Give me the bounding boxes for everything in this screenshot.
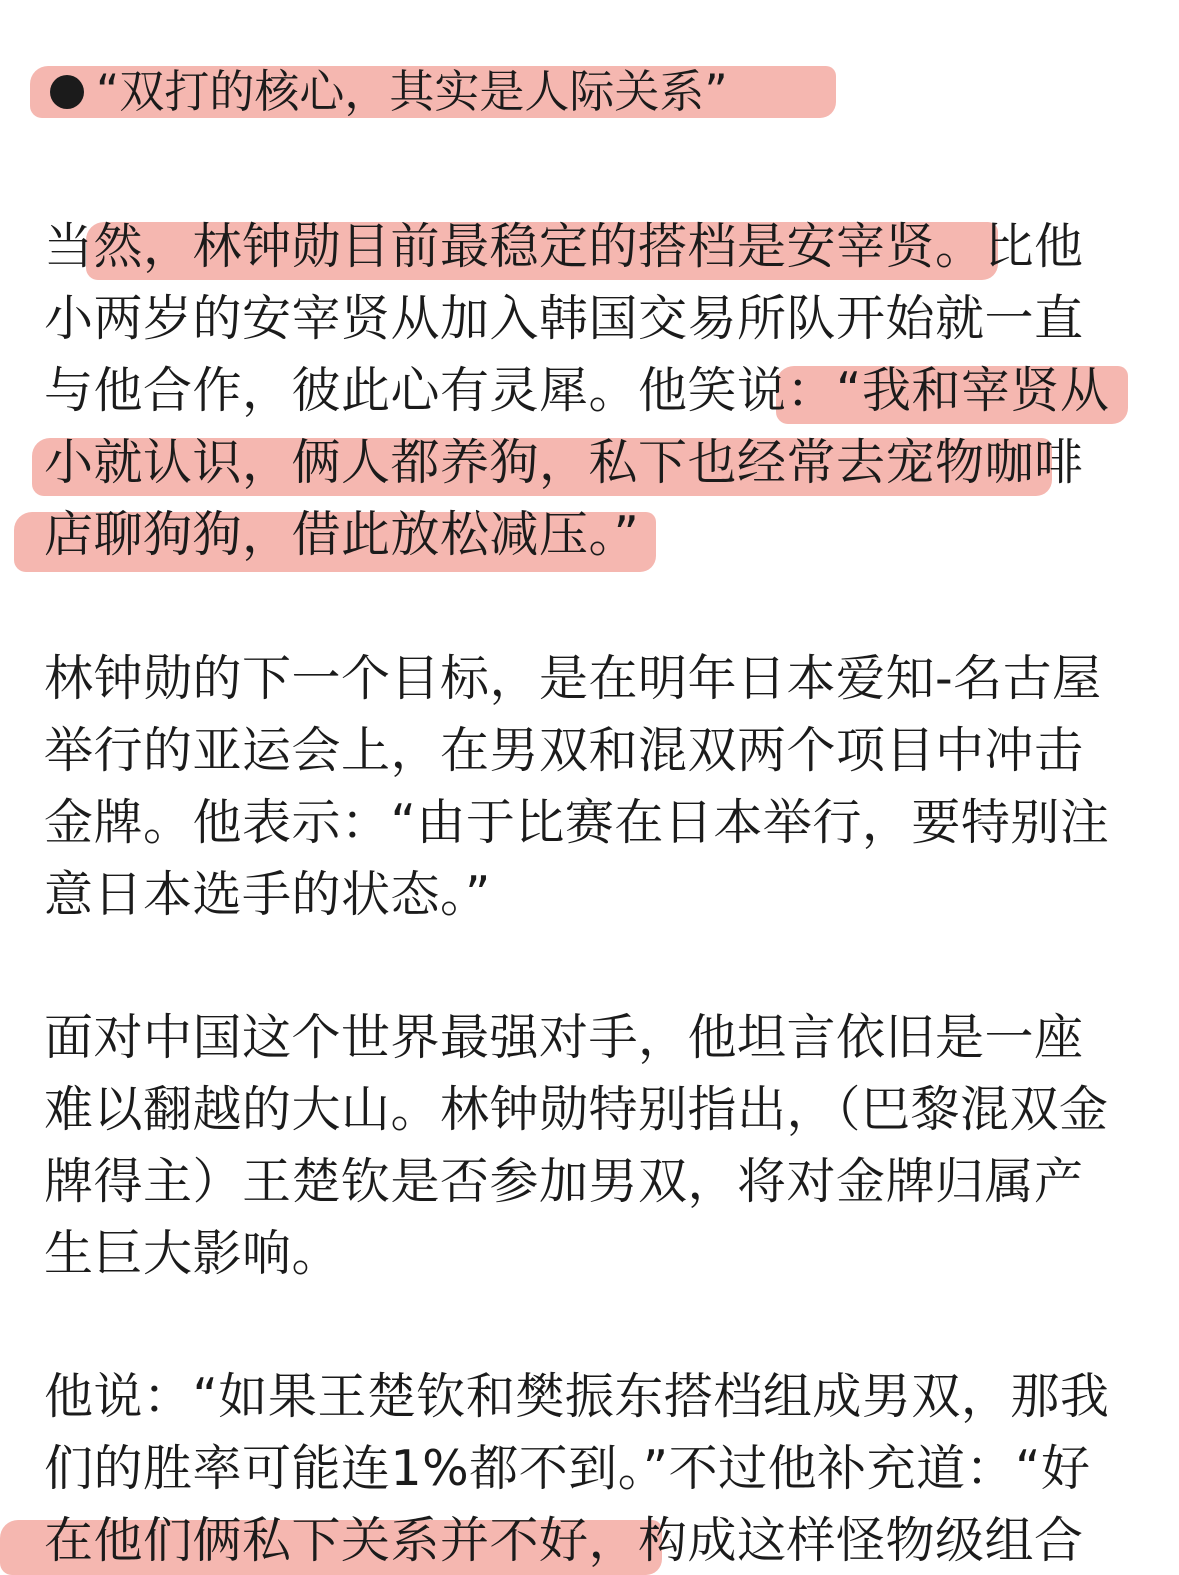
section-heading-text: “双打的核心，其实是人际关系” xyxy=(96,65,728,118)
paragraph-line: 小两岁的安宰贤从加入韩国交易所队开始就一直 xyxy=(44,290,1084,347)
paragraph-line: 在他们俩私下关系并不好，构成这样怪物级组合 xyxy=(44,1512,1084,1569)
paragraph-line: 举行的亚运会上，在男双和混双两个项目中冲击 xyxy=(44,722,1084,779)
paragraph-line: 意日本选手的状态。” xyxy=(44,866,491,923)
paragraph-line: 他说：“如果王楚钦和樊振东搭档组成男双，那我 xyxy=(44,1368,1110,1425)
paragraph-line: 金牌。他表示：“由于比赛在日本举行，要特别注 xyxy=(44,794,1110,851)
paragraph-line: 与他合作，彼此心有灵犀。他笑说：“我和宰贤从 xyxy=(44,362,1110,419)
paragraph-line: 小就认识，俩人都养狗，私下也经常去宠物咖啡 xyxy=(44,434,1084,491)
paragraph-line: 店聊狗狗，借此放松减压。” xyxy=(44,506,640,563)
bullet-dot-icon xyxy=(50,75,84,109)
paragraph-line: 难以翻越的大山。林钟勋特别指出，（巴黎混双金 xyxy=(44,1081,1109,1138)
section-heading xyxy=(50,62,728,122)
paragraph-line: 们的胜率可能连1%都不到。”不过他补充道：“好 xyxy=(44,1440,1091,1497)
paragraph-line: 生巨大影响。 xyxy=(44,1225,342,1282)
paragraph-line: 面对中国这个世界最强对手，他坦言依旧是一座 xyxy=(44,1009,1084,1066)
paragraph-line: 当然，林钟勋目前最稳定的搭档是安宰贤。比他 xyxy=(44,218,1084,275)
paragraph-line: 林钟勋的下一个目标，是在明年日本爱知-名古屋 xyxy=(44,650,1102,707)
paragraph-line: 牌得主）王楚钦是否参加男双，将对金牌归属产 xyxy=(44,1153,1084,1210)
